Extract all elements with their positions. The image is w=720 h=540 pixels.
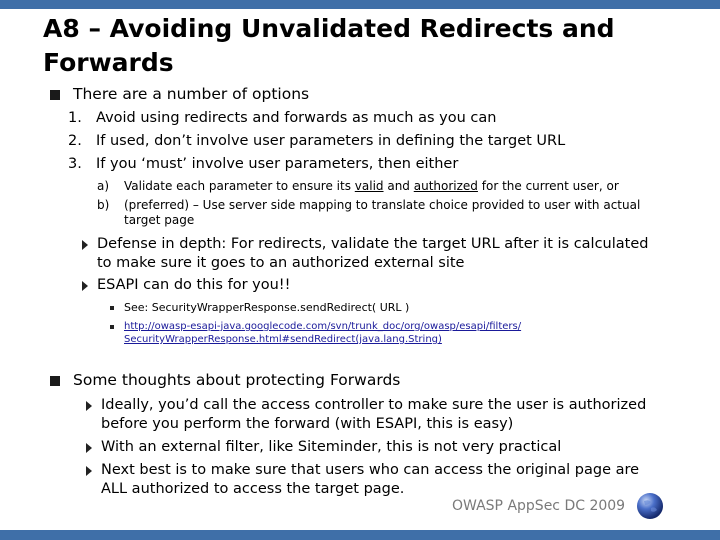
item-text: If used, don’t involve user parameters in defining the target URL (96, 133, 566, 149)
item-text: If you ‘must’ involve user parameters, then either (96, 156, 459, 172)
item-number: 2. (68, 133, 82, 149)
item-text: See: SecurityWrapperResponse.sendRedirect( URL ) (124, 301, 410, 314)
item-text: Avoid using redirects and forwards as much as you can (96, 110, 497, 126)
triangle-bullet-icon (86, 443, 92, 453)
item-number: 1. (68, 110, 82, 126)
owasp-globe-icon (636, 492, 664, 520)
square-bullet-icon (50, 90, 60, 100)
square-bullet-icon (50, 376, 60, 386)
top-accent-bar (0, 0, 720, 9)
item-text: Next best is to make sure that users who can access the original page are ALL authorized to access the target page. (101, 462, 640, 497)
bottom-accent-bar (0, 530, 720, 540)
item-text: Ideally, you’d call the access controller to make sure the user is authorized before you perform the forward (with ESAPI, this is easy) (101, 397, 647, 432)
triangle-bullet-icon (86, 466, 92, 476)
item-number: 3. (68, 156, 82, 172)
triangle-bullet-icon (82, 281, 88, 291)
item-letter: a) (97, 179, 110, 193)
triangle-bullet-icon (82, 240, 88, 250)
item-letter: b) (97, 198, 110, 212)
section-heading-text: Some thoughts about protecting Forwards (73, 371, 401, 389)
triangle-bullet-icon (86, 401, 92, 411)
item-text: (preferred) – Use server side mapping to translate choice provided to user with actual target page (124, 198, 641, 227)
esapi-doc-link[interactable]: http://owasp-esapi-java.googlecode.com/svn/trunk_doc/org/owasp/esapi/filters/SecurityWrapperResponse.html#sendRedirect(java.lang.String) (124, 321, 522, 345)
section-heading-text: There are a number of options (73, 85, 310, 103)
item-text: Validate each parameter to ensure its valid and authorized for the current user, or (124, 179, 619, 193)
item-text: With an external filter, like Siteminder, this is not very practical (101, 439, 562, 455)
small-square-bullet-icon (110, 306, 114, 310)
slide-title: A8 – Avoiding Unvalidated Redirects and Forwards (43, 14, 615, 77)
small-square-bullet-icon (110, 325, 114, 329)
footer-conference-label: OWASP AppSec DC 2009 (452, 498, 626, 514)
item-text: Defense in depth: For redirects, validate the target URL after it is calculated to make sure it goes to an authorized external site (97, 236, 649, 271)
item-text: ESAPI can do this for you!! (97, 277, 291, 293)
